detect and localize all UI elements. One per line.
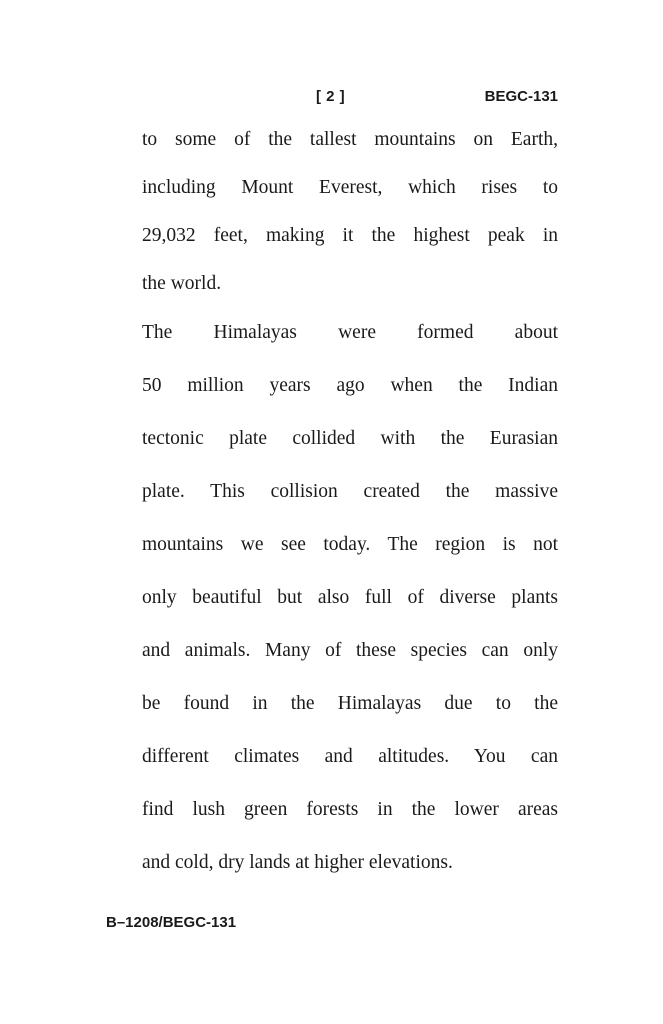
text-line: 50 million years ago when the Indian — [142, 375, 558, 396]
text-line: be found in the Himalayas due to the — [142, 693, 558, 714]
course-code: BEGC-131 — [484, 88, 558, 105]
text-line: and animals. Many of these species can only — [142, 640, 558, 661]
text-line: tectonic plate collided with the Eurasian — [142, 428, 558, 449]
text-line: only beautiful but also full of diverse plants — [142, 587, 558, 608]
text-line: different climates and altitudes. You can — [142, 746, 558, 767]
text-line: to some of the tallest mountains on Earth, — [142, 129, 558, 150]
text-line: plate. This collision created the massive — [142, 481, 558, 502]
text-line: The Himalayas were formed about — [142, 322, 558, 343]
text-line: mountains we see today. The region is not — [142, 534, 558, 555]
page-number: [ 2 ] — [316, 88, 346, 105]
text-line: including Mount Everest, which rises to — [142, 177, 558, 198]
text-line: and cold, dry lands at higher elevations. — [142, 852, 453, 873]
text-line: the world. — [142, 273, 222, 294]
text-line: 29,032 feet, making it the highest peak in — [142, 225, 558, 246]
text-line: find lush green forests in the lower areas — [142, 799, 558, 820]
footer-code: B–1208/BEGC-131 — [106, 914, 237, 931]
